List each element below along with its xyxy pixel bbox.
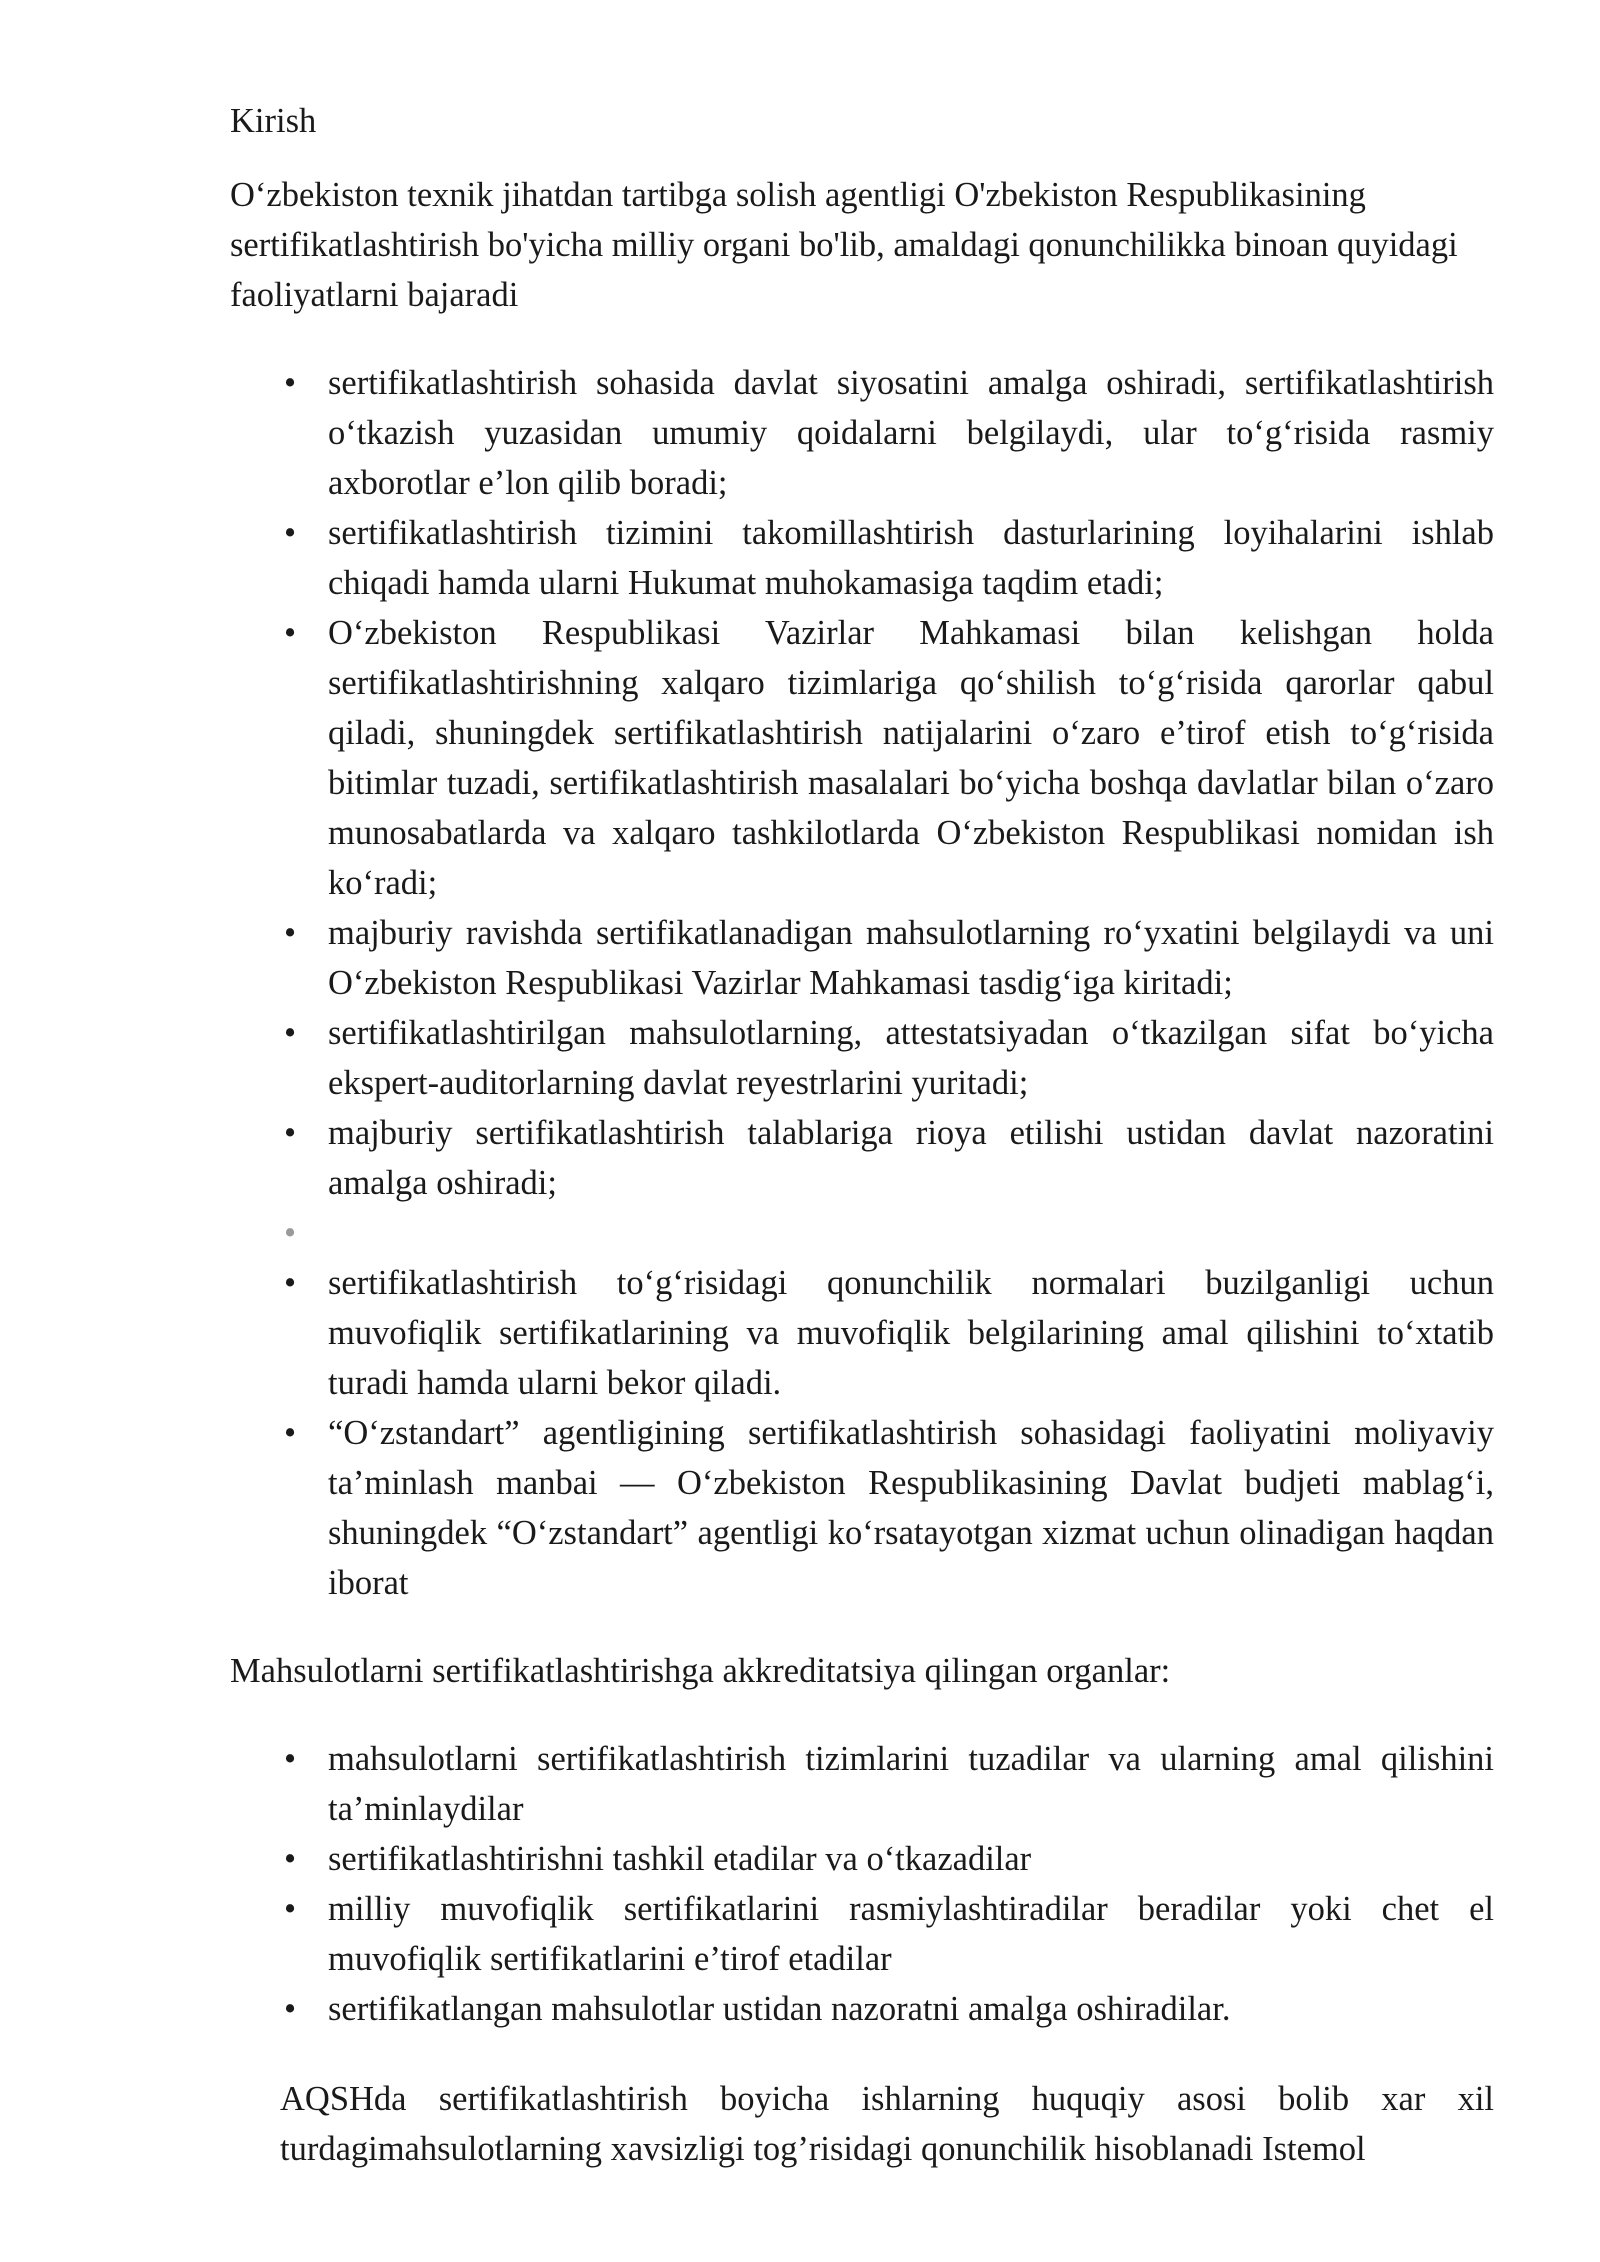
bullet-icon: • [283, 1414, 297, 1452]
accredited-bodies-list [230, 1734, 1494, 2034]
list-item [230, 908, 1494, 1008]
list-item [230, 1258, 1494, 1408]
list-item [230, 508, 1494, 608]
bullet-icon: • [283, 364, 297, 402]
list-item [230, 1884, 1494, 1984]
list-item-text: sertifikatlashtirish to‘g‘risidagi qonunchilik normalari buzilganligi uchun muvofiqlik sertifikatlarining va muvofiqlik belgilarining amal qilishini to‘xtatib turadi hamda ularni bekor qiladi. [328, 1264, 1494, 1402]
list-item [230, 1734, 1494, 1834]
bullet-icon: • [283, 1214, 297, 1252]
list-item [230, 358, 1494, 508]
document-page [230, 96, 1494, 2174]
agency-functions-list [230, 358, 1494, 1608]
bullet-icon: • [283, 1014, 297, 1052]
list-item-text: “O‘zstandart” agentligining sertifikatlashtirish sohasidagi faoliyatini moliyaviy ta’minlash manbai — O‘zbekiston Respublikasining Davlat budjeti mablag‘i, shuningdek “O‘zstandart” agentligi ko‘rsatayotgan xizmat uchun olinadigan haqdan iborat [328, 1414, 1494, 1602]
bullet-icon: • [283, 614, 297, 652]
list-item [230, 1834, 1494, 1884]
document-heading: Kirish [230, 102, 317, 140]
bullet-icon: • [283, 1264, 297, 1302]
list-item-text: sertifikatlashtirilgan mahsulotlarning, attestatsiyadan o‘tkazilgan sifat bo‘yicha ekspert-auditorlarning davlat reyestrlarini yuritadi; [328, 1014, 1494, 1102]
bullet-icon: • [283, 1890, 297, 1928]
list-item-empty [230, 1208, 1494, 1258]
list-item-text: majburiy ravishda sertifikatlanadigan mahsulotlarning ro‘yxatini belgilaydi va uni O‘zbekiston Respublikasi Vazirlar Mahkamasi tasdig‘iga kiritadi; [328, 914, 1494, 1002]
bullet-icon: • [283, 1990, 297, 2028]
list-item-text: mahsulotlarni sertifikatlashtirish tizimlarini tuzadilar va ularning amal qilishini ta’minlaydilar [328, 1740, 1494, 1828]
bullet-icon: • [283, 514, 297, 552]
section-title: Mahsulotlarni sertifikatlashtirishga akkreditatsiya qilingan organlar: [230, 1652, 1171, 1690]
list-item-text: sertifikatlashtirishni tashkil etadilar va o‘tkazadilar [328, 1840, 1032, 1878]
list-item [230, 1984, 1494, 2034]
intro-paragraph: O‘zbekiston texnik jihatdan tartibga solish agentligi O'zbekiston Respublikasining sertifikatlashtirish bo'yicha milliy organi bo'lib, amaldagi qonunchilikka binoan quyidagi faoliyatlarni bajaradi [230, 176, 1458, 314]
closing-paragraph: AQSHda sertifikatlashtirish boyicha ishlarning huquqiy asosi bolib xar xil turdagimahsulotlarning xavsizligi tog’risidagi qonunchilik hisoblanadi Istemol [280, 2080, 1494, 2168]
list-item-text: majburiy sertifikatlashtirish talablariga rioya etilishi ustidan davlat nazoratini amalga oshiradi; [328, 1114, 1494, 1202]
list-item-text: milliy muvofiqlik sertifikatlarini rasmiylashtiradilar beradilar yoki chet el muvofiqlik sertifikatlarini e’tirof etadilar [328, 1890, 1494, 1978]
list-item-text: sertifikatlashtirish tizimini takomillashtirish dasturlarining loyihalarini ishlab chiqadi hamda ularni Hukumat muhokamasiga taqdim etadi; [328, 514, 1494, 602]
bullet-icon: • [283, 1114, 297, 1152]
list-item [230, 1008, 1494, 1108]
list-item-text: sertifikatlashtirish sohasida davlat siyosatini amalga oshiradi, sertifikatlashtirish o‘tkazish yuzasidan umumiy qoidalarni belgilaydi, ular to‘g‘risida rasmiy axborotlar e’lon qilib boradi; [328, 364, 1494, 502]
bullet-icon: • [283, 1740, 297, 1778]
bullet-icon: • [283, 1840, 297, 1878]
list-item [230, 608, 1494, 908]
bullet-icon: • [283, 914, 297, 952]
list-item-text: sertifikatlangan mahsulotlar ustidan nazoratni amalga oshiradilar. [328, 1990, 1231, 2028]
list-item [230, 1408, 1494, 1608]
list-item-text: O‘zbekiston Respublikasi Vazirlar Mahkamasi bilan kelishgan holda sertifikatlashtirishning xalqaro tizimlariga qo‘shilish to‘g‘risida qarorlar qabul qiladi, shuningdek sertifikatlashtirish natijalarini o‘zaro e’tirof etish to‘g‘risida bitimlar tuzadi, sertifikatlashtirish masalalari bo‘yicha boshqa davlatlar bilan o‘zaro munosabatlarda va xalqaro tashkilotlarda O‘zbekiston Respublikasi nomidan ish ko‘radi; [328, 614, 1494, 902]
list-item [230, 1108, 1494, 1208]
